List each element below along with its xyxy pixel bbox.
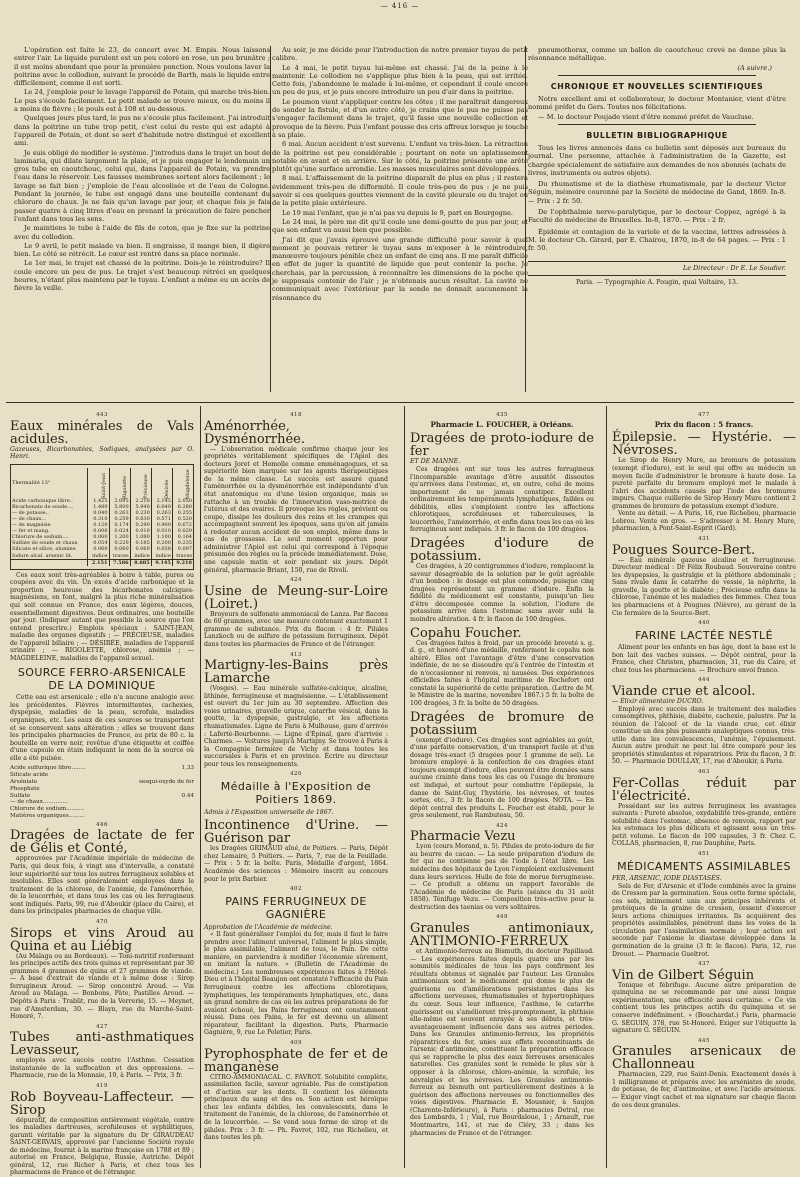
column-header (130, 468, 151, 498)
analysis-row (10, 799, 194, 806)
table-cell: indice (88, 553, 109, 560)
advertisement (410, 823, 594, 912)
ad-number: 437 (612, 961, 796, 968)
total-cell: 8.885 (130, 559, 151, 566)
row-label: — de chaux... (11, 516, 88, 522)
separator (558, 124, 756, 125)
ad-body: Ces dragées faites à froid, par un procédé breveté s. g. d. g., et honoré d'une médaille, renferment le copahu non altéré. Elles ont l'avantage d'être d'une conservation indéfinie, de ne se dissoudre qu'à l'entrée de l'intestin et de n'occasionner ni renvois, ni nausées. Des expériences officielles faites à l'hôpital maritime de Rochefort ont constaté la supériorité de cette préparation. (Lettre de M. le Ministre de la marine, novembre 1867.) 5 fr. la boîte de 100 dragées, 3 fr. la boîte de 50 dragées. (410, 640, 594, 708)
ad-number: 470 (10, 919, 194, 926)
ad-number: 409 (204, 1040, 388, 1047)
ad-body: les Dragées GRIMAUD aîné, de Poitiers. — Paris, Dépôt chez Lemaire, 5 Poitiers. — Paris, 7, rue de la Feuillade. — Prix : 5 fr. la boîte. Paris, Médaille d'argent, 1864. Académie des sciences : Mémoire inscrit au concours pour le prix Barbier. (204, 845, 388, 883)
table-cell: 0.630 (130, 516, 151, 522)
ads-column-1 (10, 410, 194, 1166)
ad-body: (exempt d'iodure). Ces dragées sont agréables au goût, d'une parfaite conservation, d'un transport facile et d'un dosage très-exact (5 dragées pour 1 gramme de sel). Le bromure employé à la confection de ces dragées étant toujours exempt d'iodure, elles peuvent être données sans aucune crainte dans tous les cas où l'usage du bromure est indiqué, et surtout pour combattre l'épilepsie, la danse de Saint-Guy, l'hystérie, les névroses, et toutes sortes, etc., 3 fr. le flacon de 100 dragées. NOTA. — En dépôt central des produits L. Foucher est établi, pour le gros seulement, rue Rambuteau, 50. (410, 737, 594, 820)
ad-heading-line: Pharmacie L. FOUCHER, à Orléans. (410, 421, 594, 430)
ad-body: Sels de Fer, d'Arsenic et d'Iode combinés avec la graine de Cresson par la germination. Sous cette forme spéciale, ces sels, intimement unis aux principes inhérents et protéiques de la graine de cresson, cessent d'exercer leurs actions chimiques irritantes. Ils acquièrent des propriétés assimilables, pénètrent dans les voies de la circulation par l'assimilation normale ; leur action est seconde par l'axiome le diastase développée dans la germination de la graine (3 fr. le flacon). Paris, 12, rue Drouot. — Pharmacie Gueltrot. (612, 883, 796, 959)
ad-title: Médaille à l'Exposition de Poitiers 1869. (204, 780, 388, 807)
advertisement (10, 666, 194, 763)
ad-headline: Tubes anti-asthmatiques Levasseur, (10, 1031, 194, 1057)
ad-body: dépuratif, de composition entièrement végétale, contre les maladies dartreuses, scrofuleuses et syphilitiques, garanti véritable par la signature du Dr GIRAUDEAU SAINT-GERVAIS, approuvé par l'ancienne Société royale de médecine, fournit à la marine française en 1788 et 89 ; autorisé en France, Belgique, Russie, Autriche. Dépôt général, 12, rue Richer à Paris, et chez tous les pharmaciens de France et de l'étranger. (10, 1117, 194, 1177)
ad-body: employés avec succès contre l'Asthme. Cessation instantanée de la suffocation et des oppressions. — Pharmacie, rue de la Monnaie, 19, à Paris. — Prix, 3 fr. (10, 1057, 194, 1080)
ad-number: 424 (410, 823, 594, 830)
column-header (88, 468, 109, 498)
ad-number: 431 (612, 536, 796, 543)
page-number: — 416 — (0, 2, 800, 11)
analysis-row (10, 772, 194, 779)
ad-headline: Dragées d'iodure de potassium. (410, 537, 594, 563)
ad-headline: Viande crue et alcool. (612, 685, 796, 698)
to-be-continued: (A suivre.) (528, 64, 772, 72)
article-paragraph: J'ai dit que j'avais éprouvé une grande difficulté pour savoir à quel moment je pouvais retirer le tuyau sans m'exposer à le réintroduire, manœuvre toujours pénible chez un enfant de cinq ans. Il me paraît difficile en effet de juger la quantité de liquide que peut contenir la poche. Je cherchais, par la percussion, à reconnaître les dimensions de la poche que je supposais contenir de l'air ; je n'obtenais aucun résultat. La cavité ne communiquait avec l'extérieur par la sonde ne donnait aucunement la résonnance du (272, 236, 528, 302)
article-paragraph: Quelques jours plus tard, le pus ne s'écoule plus facilement. J'ai introduit dans la poitrine un tube trop petit, c'est celui du reste qui est adapté à l'appareil de Potain, et dont se sert d'habitude notre distingué et excellent ami. (14, 114, 270, 147)
advertisement (10, 572, 194, 663)
table-title: Thermalité 13° (11, 468, 88, 498)
analysis-label: Phosphate (10, 786, 40, 793)
article-paragraph: Le 9 avril, le petit malade va bien. Il engraisse, il mange bien, il digère bien. Le côté se rétrécit. Le cœur est rentré dans sa place normale. (14, 242, 270, 259)
column-rule (606, 406, 607, 1168)
advertisement (612, 769, 796, 848)
news-item: — M. le docteur Poujade vient d'être nommé préfet de Vaucluse. (528, 113, 786, 121)
column-rule (404, 406, 405, 1168)
ad-number: 419 (10, 1083, 194, 1090)
table-cell: 0.060 (109, 546, 130, 552)
table-cell: 5.940 (130, 504, 151, 510)
table-cell: 0.174 (109, 522, 130, 528)
table-cell: 0.520 (172, 516, 193, 522)
ad-number: 451 (612, 851, 796, 858)
article-column-1 (14, 46, 270, 396)
ad-headline: Incontinence d'Urine. — Guérison par (204, 819, 388, 845)
advertisement (204, 1040, 388, 1142)
table-cell: 0.060 (88, 546, 109, 552)
ad-body: Ces dragées ont sur tous les autres ferrugineux l'incomparable avantage d'être aussitôt dissoutes qu'arrivées dans l'estomac, et, en outre, celui de moins importunent de ne jamais constiper. Excellent ordinairement les tempéraments lymphatiques, faibles ou débilités, elles s'emploient contre les affections chlorotiques, scrofuleuses et tuberculeuses, la leucorrhée, l'aménorrhée, et enfin dans tous les cas où les ferrugineux sont indiqués. 3 fr. le flacon de 100 dragées. (410, 466, 594, 534)
bibliography-entry: Du rhumatisme et de la diathèse rhumatismale, par le docteur Victor Séguin, mémoire couronné par la Société de médecine de Gand, 1869. In-8. — Prix : 2 fr. 50. (528, 180, 786, 205)
advertisement (204, 577, 388, 648)
advertisement (10, 1024, 194, 1080)
table-cell: indice (151, 553, 172, 560)
advertisement (10, 919, 194, 1021)
analysis-label: — de chaux.............. (10, 799, 68, 806)
row-label: Acide carbonique libre.. (11, 498, 88, 504)
ad-body: Le Sirop de Henry Mure, au bromure de potassium (exempt d'iodure), est le seul qui offre au médecin un moyen facile d'administrer le bromure à haute dose. La pureté parfaite du bromure employé met le malade à l'abri des accidents causés par l'iode des bromures impurs. Chaque cuillerée de Sirop Henry Mure contient 2 grammes de bromure de potassium exempt d'iodure. (612, 457, 796, 510)
article-paragraph: Le 19 mai l'enfant, que je n'ai pas vu depuis le 9, part en Bourgogne. (272, 209, 528, 217)
table-cell: 0.164 (172, 534, 193, 540)
dominique-analysis (10, 765, 194, 820)
column-rule (525, 46, 526, 392)
ad-number: 418 (204, 412, 388, 419)
advertisement (612, 412, 796, 533)
table-cell: 0.024 (109, 528, 130, 534)
table-cell: 0.006 (88, 528, 109, 534)
chronique-body (528, 95, 786, 121)
table-cell: traces (109, 553, 130, 560)
table-cell: 0.200 (151, 540, 172, 546)
printer-line: Paris. — Typographie A. Pougin, quai Voltaire, 13. (528, 275, 786, 286)
ad-body: — L'observation médicale confirme chaque jour les propriétés véritablement spécifiques de l'Apiol des docteurs Joret et Homolle comme emménagogues, et sa supériorité bien marquée sur les agents thérapeutiques de la même classe. Le succès est assuré quand l'aménorrhée ou la dysménorrhée est indépendante d'un état anatomique ou d'une lésion organique, mais se rattache à un trouble de l'innervation vaso-motrice de l'utérus et des ovaires. Il provoque les règles, prévient ou coupe, dissipe les douleurs des reins et les crampes qui accompagnent souvent les époques, sans qu'on ait jamais à redouter aucun accident de son emploi, même dans le cas de grossesse. Le seul moment opportun pour administrer l'Apiol est celui qui correspond à l'époque présumée des règles ou la précède immédiatement. Dose, une capsule matin et soir pendant six jours. Dépôt général, pharmacie Briant, 150, rue de Rivoli. (204, 446, 388, 575)
table-cell: 1.100 (151, 534, 172, 540)
row-label: Iodure alcal. arsenic lit. (11, 553, 88, 560)
article-conclusion: pneumothorax, comme un ballon de caoutchouc crevé ne donne plus la résonnance métallique. (528, 46, 786, 63)
ad-headline: Copahu Foucher. (410, 627, 594, 640)
row-label: — de magnésie (11, 522, 88, 528)
ad-number: 435 (410, 412, 594, 419)
chronique-title: CHRONIQUE ET NOUVELLES SCIENTIFIQUES (528, 82, 786, 92)
table-row (11, 546, 193, 552)
ad-headline: Aménorrhée, Dysménorrhée. (204, 420, 388, 446)
table-cell: 0.235 (172, 540, 193, 546)
ad-title: PAINS FERRUGINEUX DE GAGNIÈRE (204, 895, 388, 922)
ad-body: Pharmacien, 229, rue Saint-Denis. Exactement dosés à 1 milligramme et préparés avec les arséniates de soude, de potasse, de fer, d'antimoine, et avec l'acide arsénieux. — Exiger vingt cachet et ma signature sur chaque flacon de ces deux granules. (612, 1071, 796, 1109)
ad-title: FARINE LACTÉE NESTLÉ (612, 629, 796, 642)
table-cell: 1.480 (88, 504, 109, 510)
table-box (10, 464, 194, 570)
ad-title: MÉDICAMENTS ASSIMILABLES (612, 860, 796, 873)
table-cell: 0.058 (151, 546, 172, 552)
analysis-row (10, 793, 194, 800)
advertisement (612, 620, 796, 674)
article-paragraph: L'opération est faite le 23, de concert avec M. Empis. Nous laissons entrer l'air. Le liquide purulent est un peu coloré en rose, un peu brunâtre ; il est moins abondant que pour la première ponction. Nous voulons laver la poitrine avec le collodion, suivant le procédé de Barth, mais le liquide entre difficilement, comme il est sorti. (14, 46, 270, 87)
advertisement (204, 886, 388, 1037)
row-label: Silicate et silice, alumine (11, 546, 88, 552)
ad-subtitle: Gazeuses, Bicarbonatées, Sodiques, analysées par O. Henri. (10, 446, 194, 461)
analysis-row (10, 765, 194, 772)
analysis-value: 0.44 (182, 793, 194, 800)
table-cell: 0.259 (109, 516, 130, 522)
article-paragraph: Le 24, j'emploie pour le lavage l'appareil de Potain, qui marche très-bien. Le pus s'écoule facilement. Le petit malade se trouve mieux, ou du moins il a moins de fièvre ; le pouls est à 108 et au-dessous. (14, 88, 270, 113)
bibliography-entry: De l'ophthalmie nerve-paralytique, par le docteur Coppez, agrégé à la Faculté de médecine de Bruxelles. In-8, 1870. — Prix : 2 fr. (528, 208, 786, 225)
separator (558, 75, 756, 76)
article-paragraph: Je maintiens le tube à l'aide de fils de coton, que je fixe sur la poitrine avec du collodion. (14, 224, 270, 241)
column-header (151, 468, 172, 498)
column-header (172, 468, 193, 498)
advertisement (10, 412, 194, 461)
table-cell: 1.425 (88, 498, 109, 504)
table-cell: 0.054 (88, 540, 109, 546)
table-cell: 0.255 (172, 510, 193, 516)
table-cell: 0.263 (151, 510, 172, 516)
table-cell: 0.097 (172, 546, 193, 552)
article-paragraph: Le 24 mai, le père me dit qu'il coule une demi-goutte de pus par jour, et que son enfant va aussi bien que possible. (272, 218, 528, 235)
analysis-value: sesqui-oxyde de fer (139, 779, 194, 786)
ad-headline: Épilepsie. — Hystérie. — Névroses. (612, 431, 796, 457)
ad-number: 402 (204, 886, 388, 893)
ad-headline: Eaux minérales de Vals acidules. (10, 420, 194, 446)
table-cell: 6.280 (172, 504, 193, 510)
table-cell: 0.220 (109, 540, 130, 546)
ads-column-2 (204, 410, 388, 1166)
advertisement (204, 819, 388, 883)
table-cell: 0.029 (172, 528, 193, 534)
ad-headline: Dragées de bromure de potassium (410, 711, 594, 737)
row-label: Sulfate de soude et chaux (11, 540, 88, 546)
article-column-3 (528, 46, 786, 396)
table-cell: 0.120 (88, 522, 109, 528)
table-cell: indice (130, 553, 151, 560)
column-header-label: Rigolette (122, 491, 128, 499)
mineral-analysis-table (11, 468, 193, 566)
analysis-label: Acide sulfurique libre........ (10, 765, 86, 772)
ad-body: Tonique et fébrifuge. Aucune autre préparation de quinquina ne se recommande par une aussi longue expérimentation, une efficacité aussi certaine. « Ce vin contient tous les principes actifs du quinquina et se conserve indéfiniment. » (Bouchardat.) Paris, pharmacie G. SÉGUIN, 378, rue St-Honoré. Exiger sur l'étiquette la signature G. SÉGUIN. (612, 982, 796, 1035)
row-label: Bicarbonate de soude.... (11, 504, 88, 510)
advertisement (612, 536, 796, 617)
ad-headline: Fer-Collas réduit par l'électricité. (612, 777, 796, 803)
ad-body: CITRO-AMMONIACAL. C. FAVROT. Solubilité complète, assimilation facile, saveur agréable. Pas de constipation et d'action sur les dents. Il contient les éléments principaux du sang et des os. Son action est héroïque chez les enfants débiles, les convalescents, dans le traitement de l'anémie, de la chlorose, de l'aménorrhée et de la leucorrhée. — Se vend sous forme de sirop et de pilules. Prix : 3 fr. — Ph. Favrot, 102, rue Richelieu, et dans toutes les ph. (204, 1074, 388, 1142)
ad-body: — Eau minérale gazeuse alcaline et ferrugineuse. Directeur médical : Dr Félix Roubaud. Souveraine contre les dyspepsies, la gastralgie et la pléthore abdominale ; Sans rivale dans le catarrhe de vessie, la néphrite, la gravelle, la goutte et le diabète ; Précieuse enfin dans la chlorose, l'anémie et les maladies des femmes. Chez tous les pharmaciens et à Pougues (Nièvre), au gérant de la Cie fermière de la Source-Bert. (612, 557, 796, 618)
advertisement (612, 961, 796, 1035)
ad-subtitle: Approbation de l'Académie de médecine. (204, 924, 388, 932)
article-paragraph: Je suis obligé de modifier le système. J'introduis dans le trajet un bout de laminaria, qui dilate largement la plaie, et je puis engager le lendemain un gros tube en caoutchouc, celui qui, dans l'appareil de Potain, va prendre l'eau dans le réservoir. Les fausses membranes sortent alors facilement ; le lavage se fait bien ; j'emploie de l'eau alcoolisée et de l'eau de Cologne. Pendant la journée, le tube est engagé dans une bouteille contenant du chlorure de chaux. Je ne fais qu'un lavage par jour, et chaque fois je fais passer quatre à cinq litres d'eau en prenant la précaution de faire pencher l'enfant dans tous les sens. (14, 149, 270, 224)
ad-body: et Antimonio-ferreux au Bismuth, du docteur Papillaud. — Les expériences faites depuis quatre ans par les sommités médicales de tous les pays confirment les résultats obtenus et signalés par l'auteur. Les Granules antimoniaux sont le médicament qui donne le plus de guérisons ou d'améliorations persistantes dans les affections nerveuses, rhumatismales et hypertrophiques du cœur. Sous leur influence, l'asthme, le catarrhe guérissent ou s'améliorent très-promptement, la phthisie elle-même est souvent enrayée à ses débuts, et très-avantageusement influencée dans ses autres périodes. Dans les Granules antimonio-ferreux, les propriétés réparatrices du fer, unies aux effets reconstituants de l'arsenic d'antimoine, constituent la préparation efficace qui se rapproche le plus des eaux ferreuses arsenicales naturelles. Ces granules sont le remède le plus sûr à opposer à la chlorose, chloro-anémie, la scrofule, les névralgies et les névroses. Les Granules antimonio-ferreux au bismuth ont particulièrement destinés à la guérison des affections nerveuses ou fonctionnelles des voies digestives. Pharmacie E. Mousnier, à Saujon (Charente-Inférieure), à Paris : pharmacies Detral, rue des Lombards, 1 ; Vial, rue Bourdaloue, 1 ; Arnault, rue Montmartre, 141, et rue de Cléry, 33 ; dans les pharmacies de France et de l'étranger. (410, 948, 594, 1137)
ad-headline: Pharmacie Vezu (410, 830, 594, 843)
news-item: Notre excellent ami et collaborateur, le docteur Montanier, vient d'être nommé préfet du Gers. Toutes nos félicitations. (528, 95, 786, 112)
table-cell: 5.800 (109, 504, 130, 510)
table-cell: 0.290 (130, 522, 151, 528)
advertisement (10, 822, 194, 916)
article-paragraph: Le 4 mai, le petit tuyau lui-même est chassé. J'ai de la peine à le maintenir. Le collodion ne s'applique plus bien à la peau, qui est irritée. Cette fois, j'abandonne le malade à lui-même, et cependant il coule encore un peu de pus, et je puis encore introduire un peu d'air dans la poitrine. (272, 64, 528, 97)
ad-number: 413 (204, 652, 388, 659)
ads-column-4 (612, 410, 796, 1166)
bibliography-title: BULLETIN BIBLIOGRAPHIQUE (528, 131, 786, 141)
advertisement (410, 914, 594, 1137)
ad-subtitle: — Élixir alimentaire DUCRO. (612, 698, 796, 706)
article-paragraph: Le 1er mai, le trajet est chassé de la poitrine. Dois-je le réintroduire? Il coule encore un peu de pus. Le trajet s'est beaucoup rétréci en quelques heures, n'étant plus maintenu par le tuyau. L'enfant a même eu un accès de fièvre la veille. (14, 259, 270, 292)
article-paragraph: 6 mai. Aucun accident n'est survenu. L'enfant va très-bien. La rétraction de la poitrine est peu considérable ; pourtant on note un aplatissement notable en avant et en arrière. Sur le côté, la poitrine présente une arête plutôt qu'une surface arrondie. Les masses musculaires sont développées. (272, 140, 528, 173)
ad-title: SOURCE FERRO-ARSENICALE DE LA DOMINIQUE (10, 666, 194, 693)
ad-body: Ces eaux sont très-agréables à boire à table, pures ou coupées avec du vin. Un excès d'acide carbonique et la proportion heureuse des bicarbonates calciques-magnésiens, en font, malgré la plus riche minéralisation qui soit connue en France, des eaux légères, douces, essentiellement digestives. Deux ordinaires, une bouteille par jour. (Indiquer autant que possible la source que l'on entend prescrire.) Emplois spéciaux : SAINT-JEAN, maladie des organes digestifs ; — PRÉCIEUSE, maladies de l'appareil biliaire ; — DÉSIRÉE, maladies de l'appareil urinaire ; — RIGOLETTE, chlorose, anémie ; — MAGDELEINE, maladies de l'appareil sexuel. (10, 572, 194, 663)
ad-body: Possédant sur les autres ferrugineux les avantages suivants : Pureté absolue, oxydabilité très-grande, entière solubilité dans l'estomac, absence de renvois, rapport par les estomacs les plus délicats et agissant sous un très-petit volume. Le flacon de 100 capsules, 3 fr. Chez C. COLLAS, pharmacien, 8, rue Dauphine, Paris. (612, 803, 796, 848)
table-cell: 6.040 (151, 504, 172, 510)
ad-headline: Sirops et vins Aroud au Quina et au Liébig (10, 927, 194, 953)
row-label: — fer et mang. (11, 528, 88, 534)
ad-subtitle: ET DE MANNE. (410, 458, 594, 466)
column-header-label: Désirée (164, 491, 170, 499)
article-paragraph: Le poumon vient s'appliquer contre les côtes ; il me paraîtrait dangereux de sonder la fistule, et d'un autre côté, je crains que le pus ne puisse pas s'engager facilement dans le trajet, qu'il fasse une nouvelle collection et provoque de la fièvre. Puis l'enfant pousse des cris affreux lorsque je touche à sa plaie. (272, 98, 528, 139)
article-paragraph: Au soir, je me décide pour l'introduction de notre premier tuyau de petit calibre. (272, 46, 528, 63)
column-header-label: Magdeleine (185, 491, 191, 499)
ad-body: Cette eau est arsenicale ; elle n'a aucune analogie avec les précédentes. Fièvres intermittentes, cachexies, dyspepsie, maladies de la peau, scrofule, maladies organiques, etc. Les eaux de ces sources se transportent et se conservent sans altération ; elles se trouvent dans les principales pharmacies de France, au prix de 80 c. la bouteille en verre noir, revêtue d'une étiquette et coiffée d'une capsule en étain indiquant le nom de la source où elle a été puisée. (10, 694, 194, 762)
ad-number: 427 (10, 1024, 194, 1031)
analysis-row (10, 779, 194, 786)
row-label: Chlorure de sodium.... (11, 534, 88, 540)
table-cell: 1.080 (130, 534, 151, 540)
ad-number: 444 (612, 677, 796, 684)
advertisement (204, 412, 388, 574)
column-header-label: Saint-Jean (100, 491, 106, 499)
totals-label (11, 559, 88, 566)
advertisement (410, 537, 594, 624)
bibliography-entry: Épidémie et contagion de la variole et de la vaccine, lettres adressées à M. le docteur Ch. Girard, par E. Chairou, 1870, in-8 de 64 pages. — Prix : 1 fr. 50. (528, 228, 786, 253)
column-header-label: Précieuse (143, 491, 149, 499)
analysis-label: Arséniate (10, 779, 37, 786)
table-cell: 1.200 (109, 534, 130, 540)
table-cell: 2.095 (109, 498, 130, 504)
table-cell: traces (172, 553, 193, 560)
ad-heading-line: Prix du flacon : 5 francs. (612, 421, 796, 430)
ad-number: 420 (204, 771, 388, 778)
advertisement (410, 432, 594, 534)
director-signature: Le Directeur : Dr E. Le Soudier. (528, 261, 786, 272)
article-paragraph: 8 mai. L'affaissement de la poitrine disparaît de plus en plus ; il restera évidemment très-peu de difformité. Il coule très-peu de pus : je ne puis savoir si ces quelques gouttes viennent de la cavité pleurale ou du trajet ou de la petite plaie extérieure. (272, 174, 528, 207)
table-row (11, 504, 193, 510)
total-cell: 9.145 (151, 559, 172, 566)
ad-body: Broyeurs de sulfonate ammoniacal de Lanza. Par flacons de 60 grammes, avec une mesure contenant exactement 1 gramme de substance. Prix du flacon : 4 fr. Pilules Lanzkoch ou de sulfure de potassium ferrugineux. Dépôt dans toutes les pharmacies de France et de l'étranger. (204, 611, 388, 649)
row-label: — de potasse.. (11, 510, 88, 516)
table-cell: 2.050 (172, 498, 193, 504)
table-cell: 0.185 (130, 540, 151, 546)
ad-subtitle: FER, ARSENIC, IODE DIASTASÉS. (612, 875, 796, 883)
bibliography-body (528, 144, 786, 253)
table-cell: 0.230 (130, 510, 151, 516)
ad-headline: Dragées de proto-iodure de fer (410, 432, 594, 458)
section-rule (6, 402, 794, 403)
total-cell: 9.218 (172, 559, 193, 566)
ad-number: 440 (612, 620, 796, 627)
advertisement (612, 851, 796, 958)
ad-headline: Usine de Meung-sur-Loire (Loiret.) (204, 585, 388, 611)
advertisement (410, 627, 594, 708)
ad-headline: Granules arsenicaux de Challonneau (612, 1045, 796, 1071)
ad-headline: Granules antimoniaux, ANTIMONIO-FERREUX (410, 922, 594, 948)
ad-body: Ces dragées, à 20 centigrammes d'iodure, remplacent la saveur désagréable de la solution par le goût agréable d'un bonbon : le dosage est plus commode, puisque cinq dragées représentent un gramme d'iodure. Enfin la fidélité du médicament est constante, puisqu'un lieu d'être décomposée comme la solution, l'iodure de potassium arrive dans l'estomac sans avoir subi la moindre altération. 4 fr. le flacon de 100 dragées. (410, 563, 594, 624)
total-cell: 7.586 (109, 559, 130, 566)
ad-body: Vente au détail. — A Paris, 16, rue Richelieu, pharmacie Lebrou. Vente en gros. — S'adresser à M. Henry Mure, pharmacien, à Pont-Saint-Esprit (Gard). (612, 510, 796, 533)
ad-body: « Il faut généraliser l'emploi du fer, mais il faut le faire prendre avec l'aliment universel, l'aliment le plus simple, le plus assimilable, l'aliment de tous, le Pain. De cette manière, on parviendra à modifier l'économie sûrement, en imitant la nature. » (Bulletin de l'Académie de médecine.) Les nombreuses expériences faites à l'Hôtel-Dieu et à l'hôpital Beaujon ont constaté l'efficacité du Pain ferrugineux contre les affections chlorotiques, lymphatiques, les tempéraments lymphatiques, etc., dans un grand nombre de cas où les autres préparations de fer avaient échoué, les Pains ferrugineux ont constamment réussi. Dans ces Pains, le fer est devenu un aliment réparateur, facilitant la digestion. Paris, Pharmacie Gagnière, 9, rue Le Peletier, Paris. (204, 931, 388, 1037)
totals-row (11, 559, 193, 566)
table-cell: 0.060 (130, 546, 151, 552)
table-cell: 2.218 (130, 498, 151, 504)
ad-number: 449 (410, 914, 594, 921)
ad-body: approuvées par l'Académie impériale de médecine de Paris, qui deux fois, à vingt ans d'intervalle, a constaté leur supériorité sur tous les autres ferrugineux solubles et insolubles. Elles sont généralement employées dans le traitement de la chlorose, de l'anémie, de l'aménorrhée, de la leucorrhée, et dans tous les cas où les ferrugineux sont indiqués. Paris, 99, rue d'Aboukir (place du Caire), et dans les principales pharmacies de chaque ville. (10, 855, 194, 916)
column-rule (270, 46, 271, 392)
ad-number: 424 (204, 577, 388, 584)
ad-number: 477 (612, 412, 796, 419)
ad-number: 443 (10, 412, 194, 419)
ad-number: 445 (612, 1038, 796, 1045)
ad-headline: Martigny-les-Bains près Lamarche (204, 659, 388, 685)
ad-body: (Vosges). — Eau minérale sulfatée-calcique, alcaline, lithinée, ferrugineuse et magnésienne. — L'établissement est ouvert du 1er juin au 30 septembre. Affection des voies urinaires, gravelle urique, catarrhe vésical, dans la goutte, la dyspepsie, gastralgie, et les affections rhumatismales. Ligne de Paris à Mulhouse, gare d'arrivée : Lafertè-Bourbonne. — Ligne d'Épinal, gare d'arrivée : Charmes. — Voitures jusqu'à Martigny. Se trouve à Paris à la Compagnie fermière de Vichy et dans toutes les succursales à Paris et en province. Écrire au directeur pour tous les renseignements. (204, 685, 388, 768)
analysis-row (10, 813, 194, 820)
advertisement (410, 412, 594, 429)
ad-number: 446 (10, 822, 194, 829)
advertisement (10, 1083, 194, 1177)
table-cell: 0.010 (130, 528, 151, 534)
analysis-label: Chlorure de sodium.......... (10, 806, 84, 813)
ad-subtitle: Admis à l'Exposition universelle de 1867. (204, 809, 388, 817)
analysis-label: Matières organiques......... (10, 813, 85, 820)
ad-headline: Vin de Gilbert Séguin (612, 969, 796, 982)
ad-headline: Dragées de lactate de fer de Gélis et Conté, (10, 829, 194, 855)
ads-column-3 (410, 410, 594, 1166)
table-cell: 0.263 (109, 510, 130, 516)
column-header (109, 468, 130, 498)
table-cell: 0.571 (151, 516, 172, 522)
table-row (11, 553, 193, 560)
ad-headline: Rob Boyveau-Laffecteur. — Sirop (10, 1091, 194, 1117)
advertisement (204, 771, 388, 816)
table-cell: 0.010 (151, 528, 172, 534)
ad-body: (Au Malaga ou au Bordeaux). — Toni-nutritif renfermant les principes actifs des trois quinas et représentant par 30 grammes 4 grammes de quina et 27 grammes de viande. — A base d'extrait de viande et à même dose : Sirop ferrugineux Aroud. — Sirop concentré Aroud. — Vin Aroud au Malaga. — Bonbons, Pâte, Pastilles Aroud. — Dépôts à Paris : Trablit, rue de la Verrerie, 15. — Meynet, rue d'Amsterdam, 30. — Blayn, rue du Marché-Saint-Honoré, 7. (10, 953, 194, 1021)
table-cell: 0.672 (172, 522, 193, 528)
ad-body: Employé avec succès dans le traitement des maladies consomptives, phthisie, diabète, cachexie, palustre. Par la réunion de l'alcool et de la viande crue, cet élixir constitue un des plus puissants analeptiques connus, très-utile dans les convalescences, l'anémie, l'épuisement. Aucun autre produit ne peut lui être comparé pour les propriétés stimulantes et réparatrices. Prix du flacon, 3 fr. 50. — Pharmacie DOULLAY, 17, rue d'Aboukir, à Paris. (612, 706, 796, 767)
ad-headline: Pyrophosphate de fer et de manganèse (204, 1048, 388, 1074)
ad-body: Aliment pour les enfants en bas âge, dont la base est le bon lait des vaches suisses. — Dépôt central, pour la France, chez Christen, pharmacien, 31, rue du Caire, et chez tous les pharmaciens. — Brochure envoi franco. (612, 644, 796, 674)
analysis-row (10, 786, 194, 793)
table-cell: 0.060 (88, 534, 109, 540)
analysis-value: 1,33 (182, 765, 194, 772)
bibliography-entry: Tous les livres annoncés dans ce bulletin sont déposés aux bureaux du journal. Une personne, attachée à l'administration de la Gazette, est chargée spécialement de satisfaire aux demandes de nos abonnés (achats de livres, instruments ou autres objets). (528, 144, 786, 177)
advertisement (612, 1038, 796, 1109)
ad-number: 463 (612, 769, 796, 776)
advertisement (410, 711, 594, 820)
ad-headline: Pougues Source-Bert. (612, 544, 796, 557)
ad-body: Lyon (cours Morand, n. 5). Pilules de proto-iodure de fer au beurre de cacao. — La seule préparation d'iodure de fer qui ne contienne pas de l'iode à l'état libre. Les médecins des hôpitaux de Lyon l'emploient exclusivement dans leurs services. Huile de foie de morue ferrugineuse. — Ce produit a obtenu un rapport favorable de l'Académie de médecine de Paris (séance du 31 août 1858). Ténifuge Vezu. — Composition très-active pour la destruction des taenias ou vers solitaires. (410, 843, 594, 911)
table-cell: 2.145 (151, 498, 172, 504)
article-column-2 (272, 46, 528, 396)
table-cell: 0.040 (88, 510, 109, 516)
analysis-label: Sulfate (10, 793, 30, 800)
column-rule (200, 406, 201, 1168)
advertisement (204, 652, 388, 769)
total-cell: 2.151 (88, 559, 109, 566)
table-cell: 0.310 (88, 516, 109, 522)
advertisement (612, 677, 796, 766)
analysis-label: Silicate acide (10, 772, 48, 779)
table-cell: 0.900 (151, 522, 172, 528)
